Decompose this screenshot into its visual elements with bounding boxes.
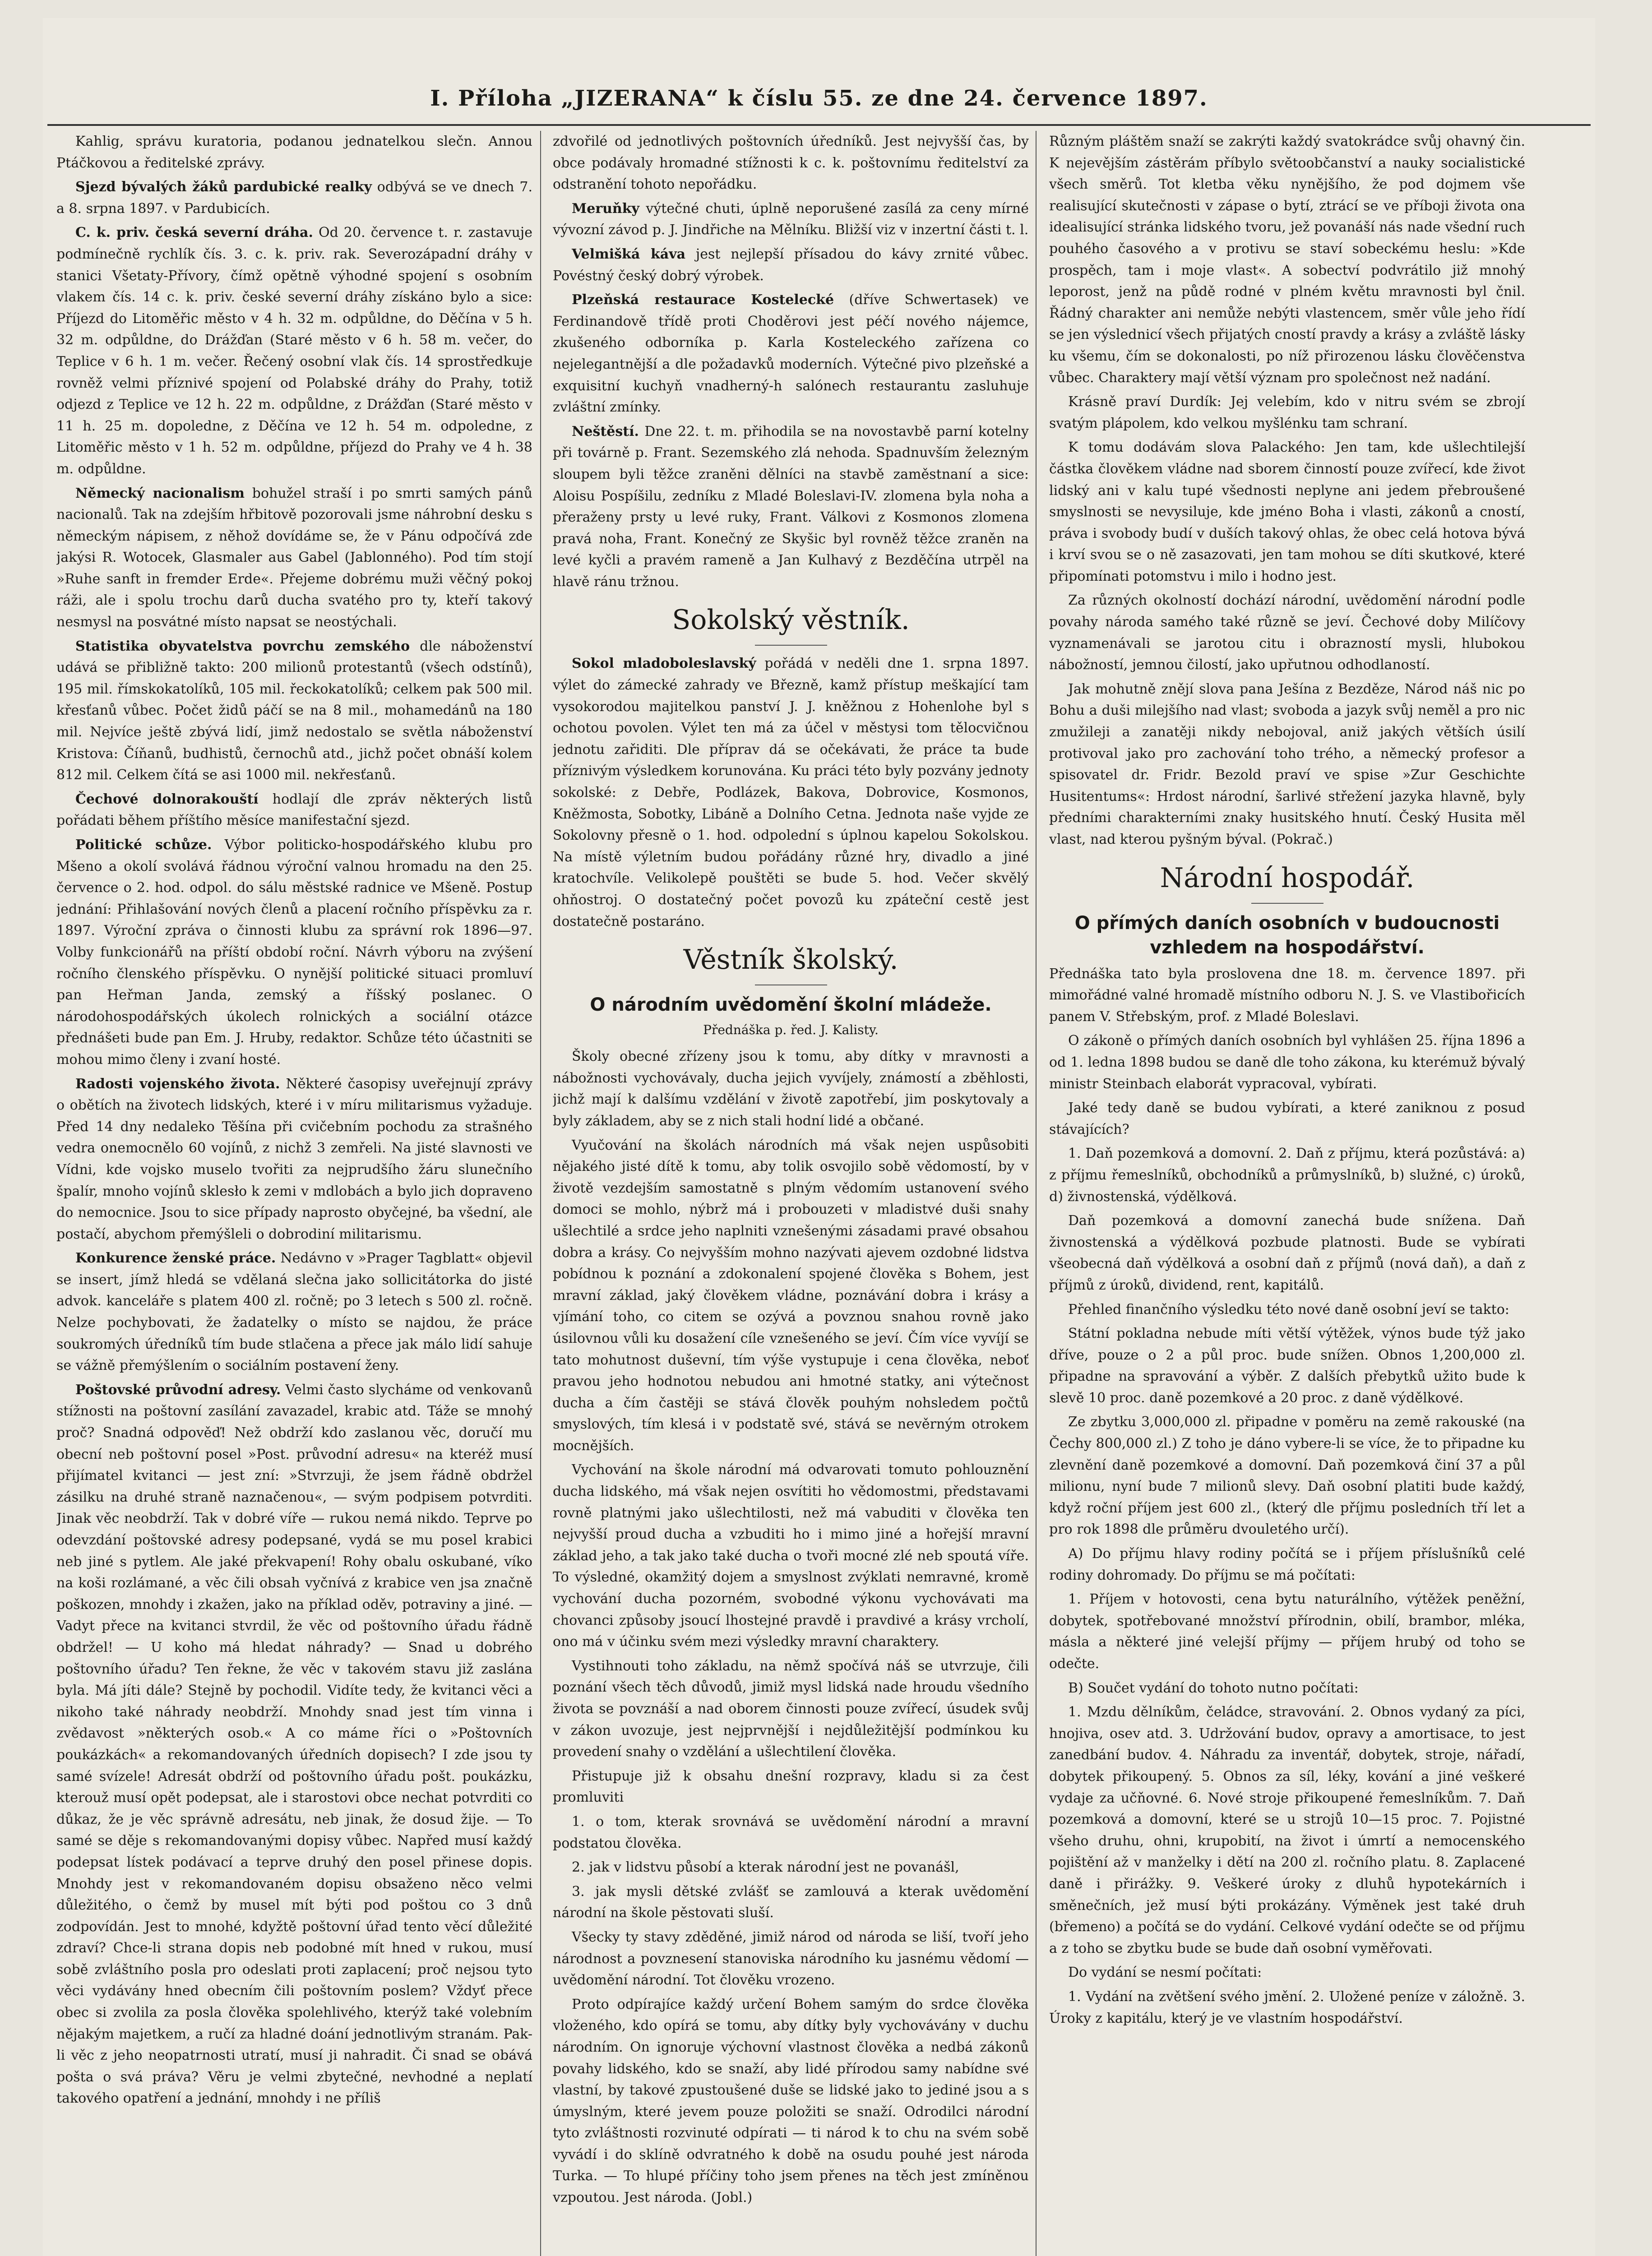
paragraph-lead: Sjezd bývalých žáků pardubické realky	[75, 179, 372, 195]
column-2	[553, 131, 1029, 2256]
separator	[755, 645, 827, 646]
paragraph-text: Do vydání se nesmí počítati:	[1068, 1965, 1262, 1981]
paragraph-lead: Velmišká káva	[572, 246, 686, 262]
paragraph-text: 1. Vydání na zvětšení svého jmění. 2. Uložené peníze v záložně. 3. Úroky z kapitálu, který je ve vlastním hospodářství.	[1049, 1988, 1525, 2026]
paragraph-text: Vystihnouti toho základu, na němž spočívá náš se utvrzuje, čili poznání všech těch důvodů, jimiž mysl lidská nade hroudu všedního života se povznáší a nad oborem činnosti pouze zvířecí, úsudek svůj v zákon uvozuje, jest nejprvnější i nejdůležitější podmínkou ku provedení snahy o vzdělání a ušlechtilení člověka.	[553, 1658, 1029, 1760]
paragraph	[553, 1459, 1029, 1652]
paragraph	[1049, 590, 1525, 675]
paragraph	[56, 1248, 532, 1377]
paragraph-lead: Konkurence ženské práce.	[75, 1250, 276, 1267]
paragraph-text: Přistupuje již k obsahu dnešní rozpravy, kladu si za čest promluviti	[553, 1768, 1029, 1806]
page-header: I. Příloha „JIZERANA“ k číslu 55. ze dne 24. července 1897.	[430, 86, 1208, 111]
paragraph	[1049, 1678, 1525, 1699]
paragraph	[56, 789, 532, 832]
paragraph-lead: Neštěstí.	[572, 423, 639, 439]
paragraph	[553, 653, 1029, 932]
paragraph-lead: Radosti vojenského života.	[75, 1076, 280, 1092]
paragraph	[553, 244, 1029, 287]
paragraph	[553, 1811, 1029, 1854]
paragraph-lead: Německý nacionalism	[75, 485, 245, 501]
newspaper-page	[43, 18, 1595, 2256]
paragraph-text: Vyučování na školách národních má však nejen uspůsobiti nějakého jisté dítě k tomu, aby tolik osvojilo sobě vědomostí, by v životě vezdejším samostatně s plným vědomím ustanovení svého domoci se mohlo, nýbrž má i probouzeti v mladistvé duši snahy ušlechtilé a srdce jeho naplniti vznešenými zásadami pravé obsahou dobra a krásy. Co nejvyšším mohno nazývati ajevem ozdobné lidstva pobídnou k poznání a zdokonalení spojené člověka s Bohem, jest mravní základ, jaký člověkem vládne, poznávání dobra i krásy a vjímání toho, co citem se ozývá a povznou snahou rovně jako úsilovnou vůli ku dosažení cíle vznešeného se jeví. Čím více vyvíjí se tato mohutnost duševní, tím výše vystupuje i cena člověka, neboť pravou jeho hodnotou nebudou ani hmotné statky, ani výtečnost ducha a čím častěji se stává člověk pouhým nohsledem počtů smyslových, tím klesá i v podstatě své, stává se nevěrným otrokem mocnějších.	[553, 1137, 1029, 1454]
paragraph	[1049, 1986, 1525, 2029]
paragraph-text: Jak mohutně znějí slova pana Ješína z Bezděze, Národ náš nic po Bohu a duši milejšího nad vlast; svoboda a jazyk svůj neměl a pro nic zmužileji a zanatěji nikdy nebojoval, aniž jakých větších úsilí protivoval jako pro zachování toho trého, a německý profesor a spisovatel dr. Fridr. Bezold praví ve spise »Zur Geschichte Husitentums«: Hrdost národní, šarlivé střežení jazyka hlavně, byly předními charakterními znaky husitského hnutí. Český Husita měl vlast, nad kterou pyšným býval. (Pokrač.)	[1049, 681, 1525, 847]
paragraph-text: bohužel straší i po smrti samých pánů nacionalů. Tak na zdejším hřbitově pozorovali jsme náhrobní desku s německým nápisem, z něhož dovídáme se, že v Pánu odpočívá zde jakýsi R. Wotocek, Glasmaler aus Gabel (Jablonného). Pod tím stojí »Ruhe sanft in fremder Erde«. Přejeme dobrému muži věčný pokoj ráži, ale i spolu trochu darů ducha svatého pro ty, kteří takový nesmysl na posvátné místo napsat se neostýchali.	[56, 485, 532, 630]
paragraph-text: Za různých okolností dochází národní, uvědomění národní podle povahy národa samého také různě se jeví. Čechové doby Milíčovy vyznamenávali se jarotou citu i obrazností mysli, hlubokou nábožností, jemnou čilostí, jako upřutnou odhodlaností.	[1049, 592, 1525, 673]
paragraph	[1049, 1543, 1525, 1586]
paragraph-text: Přehled finančního výsledku této nové daně osobní jeví se takto:	[1068, 1301, 1509, 1318]
paragraph-text: 1. o tom, kterak srovnává se uvědomění národní a mravní podstatou člověka.	[553, 1813, 1029, 1851]
section-title: Národní hospodář.	[1160, 862, 1415, 894]
paragraph-text: Dne 22. t. m. přihodila se na novostavbě parní kotelny při továrně p. Frant. Sezemského zlá nehoda. Spadnuvším železným sloupem byli těžce zraněni dělníci na stavbě zaměstnaní a sice: Aloisu Pospíšilu, zedníku z Mladé Boleslavi-IV. zlomena byla noha a přeraženy prsty u levé ruky, Frant. Válkovi z Kosmonos zlomena pravá noha, Frant. Konečný ze Skyšic byl rovněž těžce zraněn na levé kyčli a pravém rameně a Jan Kulhavý z Bezděčína utrpěl na hlavě ránu tržnou.	[553, 423, 1029, 590]
paragraph	[553, 1655, 1029, 1763]
paragraph	[553, 1881, 1029, 1924]
paragraph-text: Kahlig, správu kuratoria, podanou jednatelkou slečn. Annou Ptáčkovou a ředitelské zprávy.	[56, 134, 532, 171]
paragraph-text: Ze zbytku 3,000,000 zl. připadne v poměru na země rakouské (na Čechy 800,000 zl.) Z toho je dáno vybere-li se více, že to připadne ku zlevnění daně pozemkové a domovní. Daň pozemková činí 37 a půl milionu, nyní bude 7 milionů slevy. Daň osobní platiti bude každý, když roční příjem jest 600 zl., (který dle příjmu posledních tří let a pro rok 1898 dle průměru dvouletého určí).	[1049, 1414, 1525, 1538]
paragraph	[1049, 1323, 1525, 1409]
header-rule	[47, 124, 1591, 126]
paragraph-lead: Poštovské průvodní adresy.	[75, 1382, 281, 1398]
paragraph-text: Výbor politicko-hospodářského klubu pro Mšeno a okolí svolává řádnou výroční valnou hromadu na den 25. července o 2. hod. odpol. do sálu městské radnice ve Mšeně. Postup jednání: Přihlašování nových členů a placení ročního příspěvku za r. 1897. Výroční zpráva o činnosti klubu za správní rok 1896—97. Volby funkcionářů na příští období roční. Návrh výboru na zvýšení ročního členského příspěvku. O nynější politické situaci promluví pan Heřman Janda, zemský a říšský poslanec. O národohospodářských úkolech rolnických a sociální otázce přednášeti bude pan Em. J. Hruby, redaktor. Schůze této účastniti se mohou mimo členy i zvaní hosté.	[56, 837, 532, 1068]
paragraph	[56, 131, 532, 174]
paragraph-text: (dříve Schwertasek) ve Ferdinandově třídě proti Choděrovi jest péčí nového nájemce, zkušeného odborníka p. Karla Kosteleckého zařízena co nejelegantnější a dle požadavků moderních. Výtečné pivo plzeňské a exquisitní kuchyň vnadherný-h salónech restaurantu zasluhuje zvláštní zmínky.	[553, 292, 1029, 416]
section-title: Věstník školský.	[683, 944, 898, 976]
paragraph	[1049, 391, 1525, 434]
article-headline: O přímých daních osobních v budoucnosti vzhledem na hospodářství.	[1074, 912, 1500, 958]
paragraph	[553, 289, 1029, 418]
paragraph-lead: Plzeňská restaurace Kostelecké	[572, 292, 834, 308]
paragraph-text: Od 20. července t. r. zastavuje podmínečně rychlík čís. 3. c. k. priv. rak. Severozápadní dráhy v stanici Všetaty-Přívory, čímž opětně výhodné spojení s osobním vlakem čís. 14 c. k. priv. české severní dráhy získáno bylo a sice: Příjezd do Litoměřic město v 4 h. 32 m. odpůldne, do Děčína v 5 h. 32 m. odpůldne, do Drážďan (Staré město v 6 h. 58 m. večer, do Teplice v 6 h. 1 m. večer. Řečený osobní vlak čís. 14 sprostředkuje rovněž velmi příznivé spojení od Polabské dráhy do Prahy, totiž odjezd z Teplice ve 12 h. 22 m. odpůldne, z Drážďan (Staré město v 11 h. 25 m. dopoledne, z Děčína ve 12 h. 54 m. odpoledne, z Litoměřic město v 1 h. 52 m. odpůldne, příjezd do Prahy ve 4 h. 38 m. odpůldne.	[56, 225, 532, 477]
paragraph	[56, 1379, 532, 2109]
paragraph-text: Proto odpírajíce každý určení Bohem samým do srdce člověka vloženého, kdo opírá se tomu, aby dítky byly vychovávány v duchu národním. On ignoruje výchovní vlastnost člověka a nedbá zákonů povahy lidského, kdo se snaží, aby lidé přírodou samy nabídne své vlastní, by takové zpustoušené duše se lidské jako to jediné jsou a s úmyslným, které jevem pouze položiti se snaží. Odrodilci národní tyto zvláštnosti rozvinuté odpírati — ti národ k to chu na svém sobě vyvádí i do sklíně odvratného k době na osudu pouhé jest národa Turka. — To hlupé příčiny toho jsem přenes na těch jest zmíněnou vzpoutou. Jest národa. (Jobl.)	[553, 1996, 1029, 2206]
paragraph-text: hodlají dle zpráv některých listů pořádati během příštího měsíce manifestační sjezd.	[56, 791, 532, 829]
paragraph-text: Všecky ty stavy zděděné, jimiž národ od národa se liší, tvoří jeho národnost a povznesení stanoviska národního ku jasnému vědomí — uvědomění národní. Tot člověku vrozeno.	[553, 1929, 1029, 1988]
paragraph-lead: C. k. priv. česká severní dráha.	[75, 225, 313, 241]
paragraph	[1049, 1210, 1525, 1296]
paragraph-lead: Meruňky	[572, 200, 639, 217]
paragraph-text: 2. jak v lidstvu působí a kterak národní jest ne povanášl,	[572, 1859, 959, 1876]
paragraph	[553, 1135, 1029, 1457]
paragraph-text: B) Součet vydání do tohoto nutno počítati:	[1068, 1680, 1359, 1696]
paragraph	[1049, 679, 1525, 851]
paragraph-text: 1. Příjem v hotovosti, cena bytu naturálního, výtěžek peněžní, dobytek, spotřebované množství přírodnin, obilí, brambor, mléka, másla a některé jiné velejší příjmy — příjem hrubý od toho se odečte.	[1049, 1591, 1525, 1672]
paragraph-text: O zákoně o přímých daních osobních byl vyhlášen 25. října 1896 a od 1. ledna 1898 budou se daně dle toho zákona, ku kterémuž bývalý ministr Steinbach elaborát vypracoval, vybírati.	[1049, 1033, 1525, 1092]
paragraph-text: Státní pokladna nebude míti větší výtěžek, výnos bude týž jako dříve, pouze o 2 a půl proc. bude snížen. Obnos 1,200,000 zl. připadne na spravování a výběr. Z dalších přebytků užito bude k slevě 10 proc. daně pozemkové a 20 proc. z daně výdělkové.	[1049, 1326, 1525, 1406]
paragraph	[553, 1857, 1029, 1878]
paragraph	[1049, 1143, 1525, 1207]
paragraph-text: zdvořilé od jednotlivých poštovních úředníků. Jest nejvyšší čas, by obce podávaly hromadné stížnosti k c. k. poštovnímu ředitelství za odstranění tohoto nepořádku.	[553, 134, 1029, 193]
paragraph	[553, 1046, 1029, 1132]
separator	[1251, 903, 1323, 904]
paragraph-text: 3. jak mysli dětské zvlášť se zamlouvá a kterak uvědomění národní na škole pěstovati sluší.	[553, 1883, 1029, 1921]
paragraph	[1049, 1589, 1525, 1674]
paragraph	[56, 222, 532, 480]
paragraph	[553, 131, 1029, 195]
paragraph-text: pořádá v neděli dne 1. srpna 1897. výlet do zámecké zahrady ve Březně, kamž přístup meškající tam vysokorodou majitelkou panství J. J. kněžnou z Hohenlohe byl s ochotou povolen. Výlet ten má za účel v městysi tom tělocvičnou jednotu zařiditi. Dle příprav dá se očekávati, že práce ta bude příznivým výsledkem korunována. Ku práci této byly pozvány jednoty sokolské: z Debře, Podlázek, Bakova, Dobrovice, Kosmonos, Kněžmosta, Sobotky, Libáně a Dolního Cetna. Jednota naše vyjde ze Sokolovny přesně o 1. hod. odpolední s úplnou kapelou Sokolskou. Na místě výletním budou pořádány různé hry, divadlo a jiné kratochvíle. Velikolepě pouštěti se bude 5. hod. Večer skvělý ohňostroj. O dostatečný počet povozů ku zpáteční cestě jest dostatečně postaráno.	[553, 656, 1029, 929]
paragraph	[56, 1073, 532, 1245]
paragraph	[553, 1927, 1029, 1991]
paragraph-text: Různým pláštěm snaží se zakrýti každý svatokrádce svůj ohavný čin. K nejevějším zástěrám příbylo světoobčanství a nauky socialistické všech směrů. Tot kletba věku nynějšího, že pod dojmem vše realisující skutečnosti v zápase o bytí, ztrácí se ve příboji života ona idealisující stránka lidského tvoru, jež povanáší nás nade všední ruch pouhého časového a v protivu se staví sobeckému heslu: »Kde prospěch, tam i moje vlast«. A sobectví podvrátilo již mnohý leporost, jenž na půdě rodné v plném květu mravnosti byl čnil. Řádný charakter ani nemůže nebýti vlastencem, směr vůle jeho řídí se jen výslednicí všech přijatých cností pravdy a krásy a zvláště lásky ku všemu, čím se dokonalosti, po níž přirozenou lásku člověčenstva vůbec. Charaktery mají větší význam pro společnost než nadání.	[1049, 134, 1525, 386]
paragraph	[1049, 131, 1525, 388]
paragraph-text: Některé časopisy uveřejnují zprávy o obětích na životech lidských, které i v míru militarismus vyžaduje. Před 14 dny nedaleko Těšína při cvičebním pochodu za strašného vedra onemocnělo 60 vojínů, z nichž 3 zemřeli. Na jisté slavnosti ve Vídni, kde vojsko muselo tvořiti za nejprudšího žáru slunečního špalír, mnoho vojínů sklesło k zemi v mdlobách a bylo jich dopraveno do nemocnice. Jsou to sice případy naprosto obyčejné, ba všední, ale postačí, abychom přemýšleli o dobrodiní militarismu.	[56, 1076, 532, 1242]
section-title: Sokolský věstník.	[672, 604, 910, 636]
paragraph	[1049, 1030, 1525, 1095]
paragraph	[1049, 437, 1525, 587]
paragraph	[1049, 1962, 1525, 1983]
paragraph-text: K tomu dodávám slova Palackého: Jen tam, kde ušlechtilejší částka člověkem vládne nad sborem činností pouze zvířecí, kde život lidský ani v kalu tupé všednosti neplyne ani jedem přebroušené smyslnosti se nevysiluje, kde jméno Boha i vlasti, zákonů a cností, práva i svobody budí v duších takový ohlas, že obec celá hotova bývá i krví svou se o ně zasazovati, jen tam mohou se díti skutkové, které připomínati potomstvu i milo i hodno jest.	[1049, 439, 1525, 584]
paragraph-text: dle náboženství udává se přibližně takto: 200 milionů protestantů (všech odstínů), 195 mil. římskokatolíků, 105 mil. řeckokatolíků; celkem pak 500 mil. křesťanů vůbec. Počet židů páčí se na 8 mil., mohamedánů na 180 mil. Nejvíce ještě zbývá lidí, jimž nedostalo se světla náboženství Kristova: Číňanů, budhistů, černochů atd., jichž počet obnáší kolem 812 mil. Celkem čítá se asi 1000 mil. nekřesťanů.	[56, 638, 532, 783]
column-1	[56, 131, 532, 2256]
paragraph-text: Jaké tedy daně se budou vybírati, a které zaniknou z posud stávajících?	[1049, 1100, 1525, 1137]
paragraph	[1049, 963, 1525, 1028]
paragraph-text: A) Do příjmu hlavy rodiny počítá se i příjem příslušníků celé rodiny dohromady. Do příjmu se má počítati:	[1049, 1546, 1525, 1583]
paragraph-text: Školy obecné zřízeny jsou k tomu, aby dítky v mravnosti a nábožnosti vychovávaly, ducha jejich vyvíjely, známostí a zběhlosti, jichž mají k dalšímu vzdělání v životě zapotřebí, jim poskytovaly a byly základem, aby se z nich stali hodní lidé a občané.	[553, 1049, 1029, 1129]
paragraph	[1049, 1097, 1525, 1140]
column-divider	[1036, 131, 1037, 2256]
article-headline: O národním uvědomění školní mládeže.	[590, 994, 992, 1016]
paragraph-text: odbývá se ve dnech 7. a 8. srpna 1897. v Pardubicích.	[56, 179, 532, 217]
paragraph	[553, 421, 1029, 593]
paragraph	[1049, 1299, 1525, 1321]
paragraph-text: Přednáška tato byla proslovena dne 18. m. července 1897. při mimořádné valné hromadě místního odboru N. J. S. ve Vlastibořicích panem V. Střebským, prof. z Mladé Boleslavi.	[1049, 966, 1525, 1025]
paragraph	[553, 1994, 1029, 2209]
column-3	[1049, 131, 1525, 2256]
paragraph-lead: Čechové dolnorakouští	[75, 791, 259, 807]
paragraph	[56, 636, 532, 786]
paragraph	[553, 198, 1029, 241]
paragraph	[56, 834, 532, 1071]
paragraph-text: Velmi často slycháme od venkovanů stížnosti na poštovní zasílání zavazadel, krabic atd. Táže se mnohý proč? Snadná odpověď! Než obdrží kdo zaslanou věc, doručí mu obecní neb poštovní posel »Post. průvodní adresu« na kteréž musí přijímatel kvitanci — jest zní: »Stvrzuji, že jsem řádně obdržel zásilku na druhé straně naznačenou«, — svým podpisem potvrditi. Jinak věc neobdrží. Tak v dobré víře — rukou nemá nikdo. Teprve po odevzdání poštovské adresy podepsané, vydá se mu posel krabici neb jiné s pytlem. Ale jaké překvapení! Rohy obalu oskubané, víko na koši rozlámané, a věc čili obsah vyčnívá z krabice ven jsa značně poškozen, mnohdy i zkažen, jako na příklad oděv, potraviny a jiné. — Vadyt přece na kvitanci stvrdil, že věc od poštovního úřadu řádně obdržel! — U koho má hledat náhrady? — Snad u dobrého poštovního úřadu? Ten řekne, že věc v takovém stavu již zaslána byla. Má jíti dále? Stejně by pochodil. Vidíte tedy, že kvitanci věci a nikoho také náhrady neobdrží. Mnohdy snad jest tím vinna i zvědavost »některých osob.« A co máme říci o »Poštovních poukázkách« a rekomandovaných úředních dopisech? I zde jsou ty samé svízele! Adresát obdrží od poštovního úřadu pošt. poukázku, kterouž musí opět podepsat, ale i starostovi obce nechat potvrditi co důkaz, že je věc správně adresátu, neb jinak, že dosud žije. — To samé se děje s rekomandovanými dopisy vůbec. Napřed musí každý podepsat lístek podávací a teprve druhý den posel přinese dopis. Mnohdy jest v rekomandovaném dopisu obsaženo něco velmi důležitého, o čemž by musel mít býti pod poštou co 3 dnů zodpovídán. Jest to mnohé, kdyžtě poštovní úřad tento věcí důležité zdraví? Chce-li strana dopis neb podobné mít hned v rukou, musí sobě zvláštního posla pro odeslati proti zaplacení; proč nejsou tyto věci vydávány hned obecním čili poštovním poslem? Vždyť přece obec si zvolila za posla člověka spolehlivého, kterýž také volebním nějakým majetkem, a ručí za hladné doání jednotlivým stranám. Pak-li věc z jeho neopatrnosti utratí, musí ji nahradit. Či snad se obává pošta o svá práva? Věru je velmi zbytečné, nevhodné a neplatí takového opatření a jednání, mnohdy i ne příliš	[56, 1382, 532, 2107]
paragraph-lead: Statistika obyvatelstva povrchu zemského	[75, 638, 410, 654]
paragraph-lead: Sokol mladoboleslavský	[572, 656, 756, 672]
article-byline: Přednáška p. řed. J. Kalisty.	[703, 1022, 879, 1038]
paragraph-text: Vychování na škole národní má odvarovati tomuto pohlouznění ducha lidského, má však nejen osvítiti ho vědomostmi, představami rovně platnými jako ušlechtilosti, než má vabuditi v člověka ten nejvyšší proud ducha a vzbuditi ho i mimo jiné a hořejší mravní základ jeho, a tak jako také ducha o tvoři mocné zlé neb spoutá víře. To výsledné, okamžitý dojem a smyslnost zvýklati nemravné, kromě vychování ducha pozorném, svobodné výkonu vychovávati ma chovanci způsoby jsoucí lhostejné pravdě i pravdivé a krásy vrcholí, ono má v účinku svém mezi výsledky mravní charaktery.	[553, 1462, 1029, 1650]
paragraph-lead: Politické schůze.	[75, 837, 212, 853]
paragraph-text: Daň pozemková a domovní zanechá bude snížena. Daň živnostenská a výdělková pozbude platnosti. Bude se vybírati všeobecná daň výdělková a osobní daň z příjmů (nová daň), a daň z příjmů z úroků, dividend, rent, kapitálů.	[1049, 1213, 1525, 1293]
paragraph-text: Krásně praví Durdík: Jej velebím, kdo v nitru svém se zbrojí svatým plápolem, kdo velkou myšlénku tam schraní.	[1049, 394, 1525, 431]
paragraph-text: jest nejlepší přísadou do kávy zrnité vůbec. Povéstný český dobrý výrobek.	[553, 246, 1029, 284]
paragraph-text: 1. Daň pozemková a domovní. 2. Daň z příjmu, která pozůstává: a) z příjmu řemeslníků, obchodníků a průmyslníků, b) služné, c) úroků, d) živnostenská, výdělková.	[1049, 1146, 1525, 1205]
paragraph	[1049, 1701, 1525, 1959]
paragraph-text: Nedávno v »Prager Tagblatt« objevil se insert, jímž hledá se vdělaná slečna jako sollicitátorka do jisté advok. kanceláře s platem 400 zl. ročně; po 3 letech s 500 zl. ročně. Nelze pochybovati, že žadatelky o místo se najdou, že práce soukromých úředníků tím bude stlačena a přece jak málo lidí sahuje se vážně přemýšlením o sociálním postavení ženy.	[56, 1250, 532, 1374]
paragraph	[56, 176, 532, 219]
paragraph	[553, 1766, 1029, 1808]
paragraph	[1049, 1411, 1525, 1540]
paragraph-text: 1. Mzdu dělníkům, čeládce, stravování. 2. Obnos vydaný za píci, hnojiva, osev atd. 3. Udržování budov, opravy a amortisace, to jest zanedbání budov. 4. Náhradu za inventář, dobytek, stroje, nářadí, dobytek přikoupený. 5. Obnos za síl, léky, kování a jiné veškeré vydaje za učňovné. 6. Nové stroje přikoupené řemeslníkům. 7. Daň pozemková a domovní, které se u strojů 10—15 proc. 7. Pojistné všeho druhu, ohni, krupobití, na život i úmrtí a nemocenského pojištění až v manželky i dětí na 200 zl. ročního platu. 8. Zaplacené daně i přirážky. 9. Veškeré úroky z dluhů hypotekárních i směnečních, jež musí býti prokázány. Výměnek jest také druh (břemeno) a počítá se do vydání. Celkové vydání odečte se od příjmu a z toho se zbytku bude se bude daň osobní vyměřovati.	[1049, 1704, 1525, 1956]
column-divider	[540, 131, 541, 2256]
paragraph	[56, 483, 532, 633]
paragraph-text: výtečné chuti, úplně neporušené zasílá za ceny mírné vývozní závod p. J. Jindřiche na Mělníku. Bližší viz v inzertní části t. l.	[553, 200, 1029, 238]
